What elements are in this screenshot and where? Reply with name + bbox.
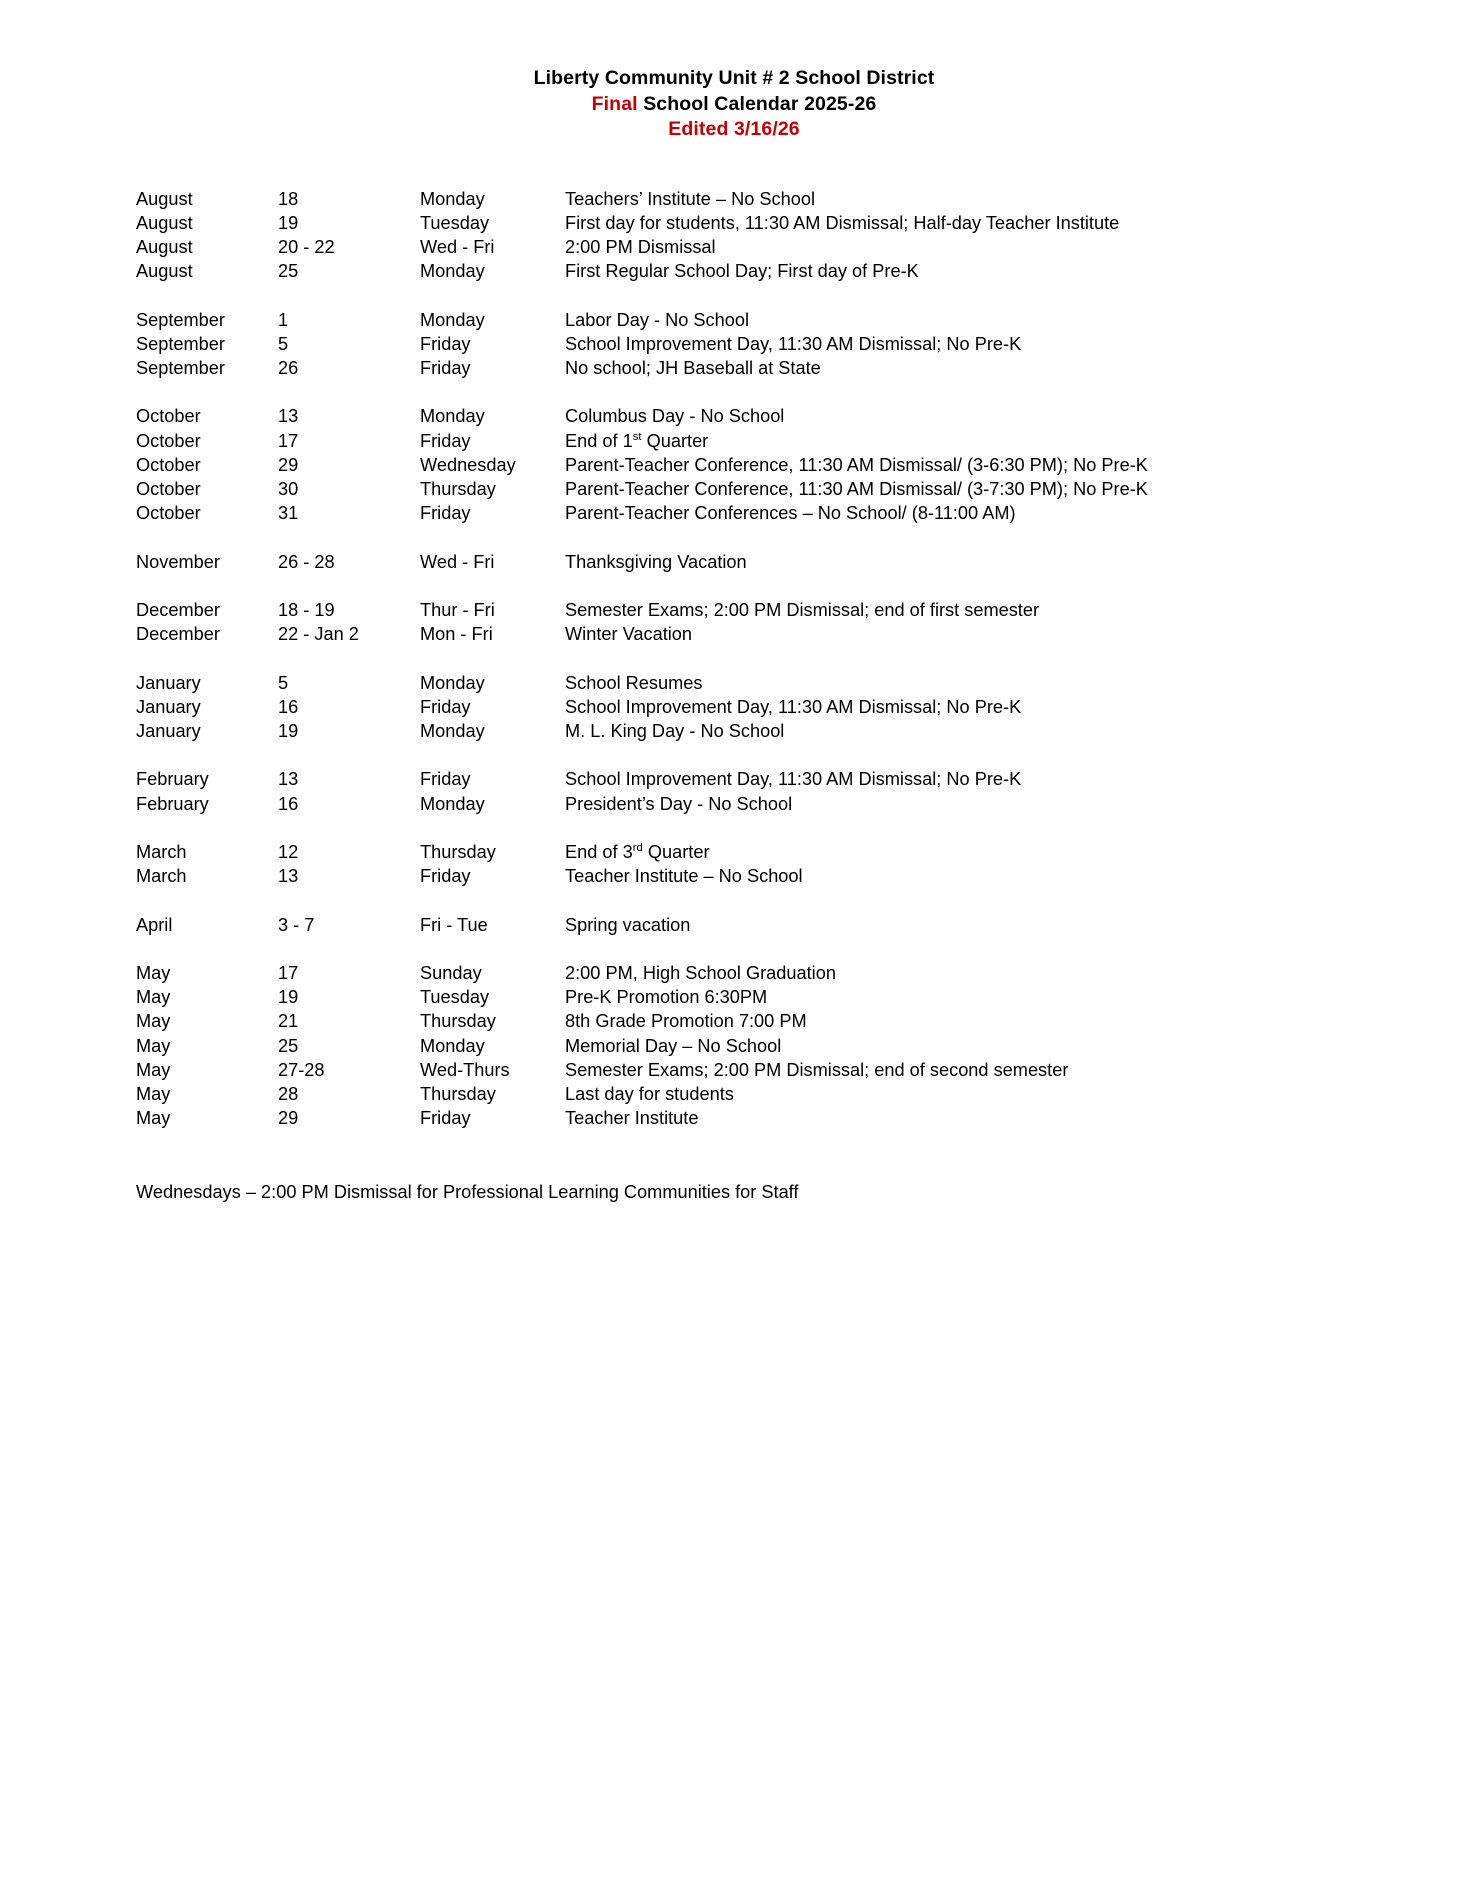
calendar-row [136, 235, 1322, 259]
cell-day: Friday [420, 696, 471, 717]
cell-date: 1 [278, 309, 289, 330]
calendar-row [136, 598, 1322, 622]
cell-day: Monday [420, 1035, 485, 1056]
cell-month: October [136, 503, 201, 524]
cell-description: President’s Day - No School [565, 793, 793, 814]
row-spacer [136, 574, 1322, 598]
cell-day: Wednesday [420, 454, 516, 475]
cell-day: Monday [420, 720, 485, 741]
row-spacer [136, 816, 1322, 840]
cell-month: October [136, 478, 201, 499]
calendar-row [136, 211, 1322, 235]
cell-description: 8th Grade Promotion 7:00 PM [565, 1011, 807, 1032]
calendar-row [136, 308, 1322, 332]
spacer-cell [136, 574, 1322, 598]
cell-day: Fri - Tue [420, 914, 488, 935]
cell-month: May [136, 1108, 171, 1129]
cell-description: Thanksgiving Vacation [565, 551, 747, 572]
cell-description: Semester Exams; 2:00 PM Dismissal; end of first semester [565, 599, 1040, 620]
cell-date: 26 [278, 357, 299, 378]
spacer-cell [136, 283, 1322, 307]
cell-date: 31 [278, 503, 299, 524]
cell-month: October [136, 454, 201, 475]
cell-description: Parent-Teacher Conference, 11:30 AM Dismissal/ (3-7:30 PM); No Pre-K [565, 478, 1148, 499]
calendar-title-line [0, 92, 1468, 118]
calendar-row [136, 1082, 1322, 1106]
calendar-row [136, 550, 1322, 574]
cell-month: February [136, 769, 209, 790]
cell-day: Thursday [420, 478, 496, 499]
calendar-row [136, 913, 1322, 937]
cell-day: Wed - Fri [420, 236, 495, 257]
cell-day: Friday [420, 1108, 471, 1129]
cell-month: March [136, 866, 187, 887]
cell-description: School Resumes [565, 672, 703, 693]
spacer-cell [136, 525, 1322, 549]
cell-month: May [136, 1059, 171, 1080]
cell-description: Columbus Day - No School [565, 406, 785, 427]
calendar-row [136, 187, 1322, 211]
calendar-row [136, 501, 1322, 525]
cell-date: 17 [278, 430, 299, 451]
cell-description: Teacher Institute [565, 1108, 699, 1129]
cell-date: 28 [278, 1084, 299, 1105]
spacer-cell [136, 380, 1322, 404]
cell-date: 16 [278, 793, 299, 814]
cell-date: 26 - 28 [278, 551, 335, 572]
cell-month: September [136, 357, 225, 378]
cell-month: February [136, 793, 209, 814]
cell-day: Thursday [420, 1084, 496, 1105]
district-name: Liberty Community Unit # 2 School District [533, 67, 935, 89]
row-spacer [136, 743, 1322, 767]
cell-description: Memorial Day – No School [565, 1035, 782, 1056]
cell-description: No school; JH Baseball at State [565, 357, 821, 378]
cell-day: Thur - Fri [420, 599, 495, 620]
cell-description: Parent-Teacher Conference, 11:30 AM Dismissal/ (3-6:30 PM); No Pre-K [565, 454, 1148, 475]
cell-day: Monday [420, 406, 485, 427]
cell-month: December [136, 624, 220, 645]
spacer-cell [136, 743, 1322, 767]
cell-date: 12 [278, 841, 299, 862]
cell-day: Thursday [420, 1011, 496, 1032]
cell-date: 22 - Jan 2 [278, 624, 359, 645]
cell-description: First day for students, 11:30 AM Dismissal; Half-day Teacher Institute [565, 212, 1120, 233]
cell-description: Semester Exams; 2:00 PM Dismissal; end of second semester [565, 1059, 1069, 1080]
cell-description: End of 1st Quarter [565, 430, 709, 451]
cell-description: School Improvement Day, 11:30 AM Dismissal; No Pre-K [565, 769, 1022, 790]
calendar-row [136, 477, 1322, 501]
cell-description: Spring vacation [565, 914, 691, 935]
cell-month: May [136, 963, 171, 983]
cell-day: Thursday [420, 841, 496, 862]
calendar-row [136, 453, 1322, 477]
cell-day: Tuesday [420, 212, 490, 233]
cell-date: 5 [278, 333, 289, 354]
cell-day: Monday [420, 309, 485, 330]
cell-date: 19 [278, 212, 299, 233]
cell-date: 20 - 22 [278, 236, 335, 257]
cell-date: 18 - 19 [278, 599, 335, 620]
cell-day: Sunday [420, 963, 482, 983]
cell-date: 19 [278, 720, 299, 741]
cell-month: March [136, 841, 187, 862]
cell-description: Last day for students [565, 1084, 734, 1105]
cell-date: 13 [278, 769, 299, 790]
calendar-row [136, 1034, 1322, 1058]
row-spacer [136, 888, 1322, 912]
cell-month: October [136, 430, 201, 451]
cell-description: Teacher Institute – No School [565, 866, 803, 887]
cell-month: January [136, 696, 201, 717]
cell-day: Mon - Fri [420, 624, 493, 645]
cell-day: Friday [420, 357, 471, 378]
cell-month: August [136, 188, 193, 209]
spacer-cell [136, 937, 1322, 961]
cell-month: August [136, 261, 193, 282]
cell-description: Pre-K Promotion 6:30PM [565, 987, 768, 1008]
final-label: Final [591, 92, 638, 115]
row-spacer [136, 937, 1322, 961]
calendar-row [136, 1009, 1322, 1033]
cell-description: Teachers’ Institute – No School [565, 188, 816, 209]
cell-month: May [136, 1011, 171, 1032]
cell-month: August [136, 236, 193, 257]
cell-month: August [136, 212, 193, 233]
calendar-row [136, 622, 1322, 646]
cell-description: M. L. King Day - No School [565, 720, 785, 741]
calendar-row [136, 719, 1322, 743]
spacer-cell [136, 888, 1322, 912]
cell-description: School Improvement Day, 11:30 AM Dismissal; No Pre-K [565, 696, 1022, 717]
cell-description: First Regular School Day; First day of Pre-K [565, 261, 919, 282]
document-header [0, 0, 1468, 143]
cell-date: 13 [278, 406, 299, 427]
cell-date: 5 [278, 672, 289, 693]
cell-month: September [136, 333, 225, 354]
row-spacer [136, 525, 1322, 549]
calendar-row [136, 259, 1322, 283]
cell-month: January [136, 720, 201, 741]
calendar-row [136, 767, 1322, 791]
cell-date: 27-28 [278, 1059, 325, 1080]
cell-date: 21 [278, 1011, 299, 1032]
cell-day: Monday [420, 261, 485, 282]
edited-date-line: Edited 3/16/26 [668, 118, 800, 140]
row-spacer [136, 283, 1322, 307]
cell-day: Monday [420, 672, 485, 693]
spacer-cell [136, 816, 1322, 840]
cell-month: September [136, 309, 225, 330]
cell-description: Labor Day - No School [565, 309, 749, 330]
calendar-row [136, 404, 1322, 428]
cell-month: May [136, 987, 171, 1008]
cell-day: Friday [420, 866, 471, 887]
cell-date: 25 [278, 261, 299, 282]
cell-description: Winter Vacation [565, 624, 693, 645]
cell-day: Monday [420, 793, 485, 814]
calendar-table [136, 187, 1322, 1131]
cell-date: 29 [278, 1108, 299, 1129]
cell-date: 3 - 7 [278, 914, 315, 935]
cell-date: 29 [278, 454, 299, 475]
cell-description: Parent-Teacher Conferences – No School/ (8-11:00 AM) [565, 503, 1016, 524]
spacer-cell [136, 646, 1322, 670]
cell-description: End of 3rd Quarter [565, 841, 710, 862]
calendar-row [136, 961, 1322, 985]
district-title-line [0, 66, 1468, 92]
cell-date: 18 [278, 188, 299, 209]
cell-month: January [136, 672, 201, 693]
cell-day: Tuesday [420, 987, 490, 1008]
calendar-row [136, 864, 1322, 888]
calendar-row [136, 985, 1322, 1009]
calendar-title-rest: School Calendar 2025-26 [637, 92, 877, 115]
cell-date: 16 [278, 696, 299, 717]
row-spacer [136, 646, 1322, 670]
cell-day: Friday [420, 333, 471, 354]
calendar-footnote: Wednesdays – 2:00 PM Dismissal for Professional Learning Communities for Staff [136, 1182, 799, 1203]
calendar-row [136, 671, 1322, 695]
row-spacer [136, 380, 1322, 404]
calendar-row [136, 792, 1322, 816]
cell-month: December [136, 599, 220, 620]
cell-date: 25 [278, 1035, 299, 1056]
cell-day: Monday [420, 188, 485, 209]
calendar-row [136, 840, 1322, 864]
calendar-body [136, 187, 1322, 1131]
cell-day: Friday [420, 430, 471, 451]
cell-month: May [136, 1035, 171, 1056]
cell-day: Wed-Thurs [420, 1059, 510, 1080]
cell-date: 13 [278, 866, 299, 887]
calendar-row [136, 1058, 1322, 1082]
cell-day: Wed - Fri [420, 551, 495, 572]
cell-month: May [136, 1084, 171, 1105]
cell-month: November [136, 551, 220, 572]
calendar-row [136, 429, 1322, 453]
cell-date: 19 [278, 987, 299, 1008]
cell-month: April [136, 914, 173, 935]
cell-description: School Improvement Day, 11:30 AM Dismissal; No Pre-K [565, 333, 1022, 354]
calendar-row [136, 356, 1322, 380]
cell-date: 17 [278, 963, 299, 983]
calendar-row [136, 1106, 1322, 1130]
calendar-row [136, 332, 1322, 356]
cell-date: 30 [278, 478, 299, 499]
cell-description: 2:00 PM Dismissal [565, 236, 716, 257]
cell-month: October [136, 406, 201, 427]
calendar-row [136, 695, 1322, 719]
cell-day: Friday [420, 503, 471, 524]
cell-day: Friday [420, 769, 471, 790]
cell-description: 2:00 PM, High School Graduation [565, 963, 836, 983]
